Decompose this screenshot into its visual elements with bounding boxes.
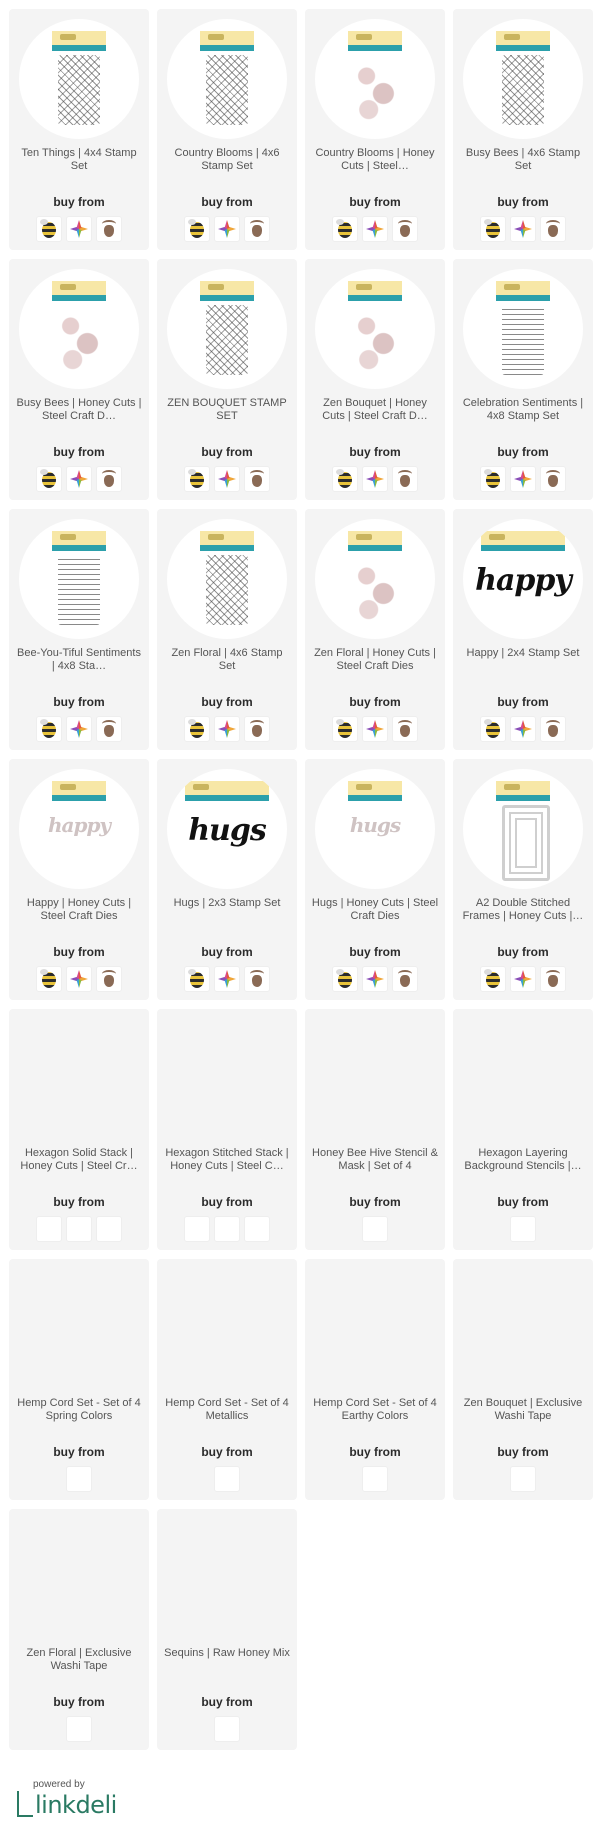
product-card[interactable] (157, 1509, 297, 1750)
product-card[interactable] (9, 1509, 149, 1750)
product-image[interactable] (167, 269, 287, 389)
product-title[interactable]: Zen Bouquet | Honey Cuts | Steel Craft D… (322, 397, 428, 422)
product-image[interactable] (167, 1269, 287, 1389)
product-package (496, 31, 550, 127)
retailer-button[interactable] (96, 1216, 122, 1242)
buy-from-label: buy from (349, 1445, 401, 1459)
product-title[interactable]: Country Blooms | 4x6 Stamp Set (174, 147, 280, 172)
product-card[interactable] (9, 259, 149, 500)
product-card[interactable] (453, 1259, 593, 1500)
product-image[interactable] (315, 1269, 435, 1389)
retailer-leaf-icon[interactable] (362, 716, 388, 742)
product-card[interactable] (453, 1009, 593, 1250)
retailer-deer-icon[interactable] (96, 216, 122, 242)
product-card[interactable] (157, 509, 297, 750)
die-word: happy (47, 813, 111, 837)
retailer-deer-icon[interactable] (392, 466, 418, 492)
product-card[interactable] (9, 759, 149, 1000)
product-package (348, 531, 402, 627)
buy-from-label: buy from (201, 445, 253, 459)
buy-from-label: buy from (201, 1695, 253, 1709)
product-card[interactable] (453, 259, 593, 500)
linkdeli-logo[interactable] (17, 1791, 117, 1819)
product-card[interactable] (305, 1009, 445, 1250)
retailer-button[interactable] (214, 1466, 240, 1492)
retailer-list (9, 716, 149, 742)
retailer-list (157, 216, 297, 242)
buy-from-label: buy from (497, 1445, 549, 1459)
product-image[interactable] (167, 1519, 287, 1639)
product-image[interactable] (315, 1019, 435, 1139)
buy-from-label: buy from (497, 1195, 549, 1209)
retailer-button[interactable] (184, 1216, 210, 1242)
product-card[interactable] (9, 509, 149, 750)
retailer-leaf-icon[interactable] (214, 966, 240, 992)
retailer-list (453, 966, 593, 992)
retailer-list (9, 1466, 149, 1492)
buy-from-label: buy from (349, 695, 401, 709)
retailer-leaf-icon[interactable] (66, 716, 92, 742)
retailer-list (305, 1216, 445, 1242)
retailer-deer-icon[interactable] (244, 466, 270, 492)
product-card[interactable] (305, 509, 445, 750)
retailer-bee-icon[interactable] (36, 966, 62, 992)
retailer-bee-icon[interactable] (184, 716, 210, 742)
product-title[interactable]: Hexagon Stitched Stack | Honey Cuts | Steel C… (165, 1147, 289, 1172)
retailer-deer-icon[interactable] (540, 716, 566, 742)
buy-from-label: buy from (53, 1695, 105, 1709)
product-image[interactable] (19, 269, 139, 389)
retailer-deer-icon[interactable] (392, 216, 418, 242)
product-title[interactable]: Happy | Honey Cuts | Steel Craft Dies (26, 897, 132, 922)
product-card[interactable] (305, 9, 445, 250)
product-title[interactable]: Hugs | Honey Cuts | Steel Craft Dies (311, 897, 439, 922)
retailer-deer-icon[interactable] (392, 716, 418, 742)
product-card[interactable] (157, 1009, 297, 1250)
retailer-button[interactable] (214, 1716, 240, 1742)
product-package (496, 281, 550, 377)
linkdeli-logo-text: linkdeli (35, 1791, 117, 1819)
retailer-list (9, 966, 149, 992)
product-title[interactable]: Hugs | 2x3 Stamp Set (173, 897, 281, 909)
product-image[interactable] (315, 519, 435, 639)
linkdeli-mark-icon (17, 1791, 33, 1817)
product-package (52, 531, 106, 627)
retailer-bee-icon[interactable] (332, 716, 358, 742)
product-image[interactable] (19, 1019, 139, 1139)
buy-from-label: buy from (53, 195, 105, 209)
retailer-leaf-icon[interactable] (66, 216, 92, 242)
retailer-leaf-icon[interactable] (510, 466, 536, 492)
retailer-bee-icon[interactable] (480, 716, 506, 742)
retailer-list (453, 1466, 593, 1492)
product-image[interactable] (167, 519, 287, 639)
retailer-button[interactable] (362, 1216, 388, 1242)
retailer-bee-icon[interactable] (332, 216, 358, 242)
product-image[interactable] (167, 19, 287, 139)
retailer-list (9, 1716, 149, 1742)
product-title[interactable]: Bee-You-Tiful Sentiments | 4x8 Sta… (17, 647, 141, 672)
product-package (52, 31, 106, 127)
retailer-leaf-icon[interactable] (214, 216, 240, 242)
buy-from-label: buy from (349, 945, 401, 959)
retailer-list (305, 216, 445, 242)
retailer-list (157, 716, 297, 742)
buy-from-label: buy from (497, 945, 549, 959)
product-image[interactable] (463, 519, 583, 639)
product-image[interactable] (167, 769, 287, 889)
die-word: hugs (349, 813, 401, 837)
product-image[interactable] (463, 1269, 583, 1389)
product-title[interactable]: Hemp Cord Set - Set of 4 Spring Colors (17, 1397, 141, 1422)
retailer-bee-icon[interactable] (36, 716, 62, 742)
retailer-leaf-icon[interactable] (214, 716, 240, 742)
stamp-word: hugs (188, 813, 266, 848)
retailer-button[interactable] (244, 1216, 270, 1242)
retailer-leaf-icon[interactable] (66, 966, 92, 992)
buy-from-label: buy from (497, 195, 549, 209)
buy-from-label: buy from (349, 1195, 401, 1209)
package-header (481, 531, 565, 553)
retailer-bee-icon[interactable] (332, 466, 358, 492)
product-title[interactable]: Hexagon Layering Background Stencils |… (464, 1147, 582, 1172)
retailer-leaf-icon[interactable] (66, 466, 92, 492)
product-image[interactable] (19, 769, 139, 889)
product-card[interactable] (9, 1009, 149, 1250)
product-title[interactable]: Busy Bees | 4x6 Stamp Set (465, 147, 581, 172)
retailer-list (453, 466, 593, 492)
product-image[interactable] (315, 269, 435, 389)
retailer-deer-icon[interactable] (96, 716, 122, 742)
retailer-deer-icon[interactable] (96, 466, 122, 492)
product-image[interactable] (19, 519, 139, 639)
retailer-bee-icon[interactable] (184, 966, 210, 992)
retailer-leaf-icon[interactable] (510, 966, 536, 992)
retailer-deer-icon[interactable] (540, 966, 566, 992)
retailer-list (157, 1716, 297, 1742)
buy-from-label: buy from (497, 445, 549, 459)
product-title[interactable]: Ten Things | 4x4 Stamp Set (21, 147, 137, 172)
product-card[interactable] (157, 1259, 297, 1500)
product-card[interactable] (453, 509, 593, 750)
retailer-list (157, 966, 297, 992)
product-card[interactable] (453, 759, 593, 1000)
product-card[interactable] (453, 9, 593, 250)
retailer-list (305, 966, 445, 992)
product-image[interactable] (167, 1019, 287, 1139)
buy-from-label: buy from (201, 195, 253, 209)
buy-from-label: buy from (349, 445, 401, 459)
retailer-list (9, 216, 149, 242)
product-package (496, 781, 550, 877)
retailer-leaf-icon[interactable] (214, 466, 240, 492)
product-card[interactable] (9, 9, 149, 250)
retailer-leaf-icon[interactable] (362, 466, 388, 492)
retailer-button[interactable] (214, 1216, 240, 1242)
retailer-bee-icon[interactable] (36, 466, 62, 492)
retailer-deer-icon[interactable] (96, 966, 122, 992)
buy-from-label: buy from (349, 195, 401, 209)
product-title[interactable]: ZEN BOUQUET STAMP SET (167, 397, 287, 422)
product-title[interactable]: Country Blooms | Honey Cuts | Steel… (315, 147, 435, 172)
powered-by-text: powered by (33, 1779, 85, 1790)
product-title[interactable]: Honey Bee Hive Stencil & Mask | Set of 4 (312, 1147, 438, 1172)
retailer-list (305, 1466, 445, 1492)
buy-from-label: buy from (201, 1445, 253, 1459)
product-title[interactable]: Sequins | Raw Honey Mix (164, 1647, 290, 1659)
retailer-bee-icon[interactable] (480, 466, 506, 492)
product-title[interactable]: Zen Bouquet | Exclusive Washi Tape (463, 1397, 583, 1422)
retailer-button[interactable] (510, 1216, 536, 1242)
product-card[interactable] (305, 1259, 445, 1500)
product-package (200, 31, 254, 127)
buy-from-label: buy from (53, 945, 105, 959)
product-title[interactable]: Zen Floral | Exclusive Washi Tape (26, 1647, 132, 1672)
product-card[interactable] (157, 759, 297, 1000)
product-image[interactable] (19, 1269, 139, 1389)
buy-from-label: buy from (201, 695, 253, 709)
retailer-button[interactable] (36, 1216, 62, 1242)
product-title[interactable]: Hexagon Solid Stack | Honey Cuts | Steel Cr… (20, 1147, 138, 1172)
retailer-button[interactable] (362, 1466, 388, 1492)
retailer-leaf-icon[interactable] (362, 966, 388, 992)
product-package (348, 281, 402, 377)
product-card[interactable] (157, 259, 297, 500)
product-card[interactable] (157, 9, 297, 250)
product-image[interactable] (463, 19, 583, 139)
retailer-deer-icon[interactable] (244, 966, 270, 992)
retailer-deer-icon[interactable] (392, 966, 418, 992)
product-card[interactable] (305, 259, 445, 500)
product-image[interactable] (463, 269, 583, 389)
product-title[interactable]: A2 Double Stitched Frames | Honey Cuts |… (462, 897, 584, 922)
retailer-list (157, 466, 297, 492)
product-package (52, 281, 106, 377)
product-package (200, 531, 254, 627)
buy-from-label: buy from (201, 945, 253, 959)
product-title[interactable]: Zen Floral | 4x6 Stamp Set (171, 647, 283, 672)
product-image[interactable] (315, 19, 435, 139)
retailer-bee-icon[interactable] (184, 216, 210, 242)
product-title[interactable]: Celebration Sentiments | 4x8 Stamp Set (462, 397, 584, 422)
product-image[interactable] (19, 1519, 139, 1639)
buy-from-label: buy from (53, 695, 105, 709)
retailer-leaf-icon[interactable] (362, 216, 388, 242)
retailer-list (9, 1216, 149, 1242)
product-package (348, 31, 402, 127)
product-title[interactable]: Happy | 2x4 Stamp Set (466, 647, 580, 659)
retailer-list (453, 1216, 593, 1242)
retailer-leaf-icon[interactable] (510, 716, 536, 742)
retailer-deer-icon[interactable] (244, 716, 270, 742)
retailer-bee-icon[interactable] (480, 216, 506, 242)
retailer-button[interactable] (66, 1466, 92, 1492)
retailer-button[interactable] (66, 1216, 92, 1242)
retailer-button[interactable] (510, 1466, 536, 1492)
retailer-bee-icon[interactable] (480, 966, 506, 992)
product-title[interactable]: Zen Floral | Honey Cuts | Steel Craft Dies (314, 647, 436, 672)
product-title[interactable]: Hemp Cord Set - Set of 4 Metallics (165, 1397, 289, 1422)
product-title[interactable]: Busy Bees | Honey Cuts | Steel Craft D… (16, 397, 142, 422)
retailer-list (305, 466, 445, 492)
buy-from-label: buy from (497, 695, 549, 709)
product-image[interactable] (315, 769, 435, 889)
retailer-list (9, 466, 149, 492)
product-package (200, 281, 254, 377)
retailer-list (157, 1466, 297, 1492)
retailer-deer-icon[interactable] (540, 466, 566, 492)
buy-from-label: buy from (53, 1195, 105, 1209)
buy-from-label: buy from (201, 1195, 253, 1209)
product-card[interactable] (9, 1259, 149, 1500)
retailer-list (305, 716, 445, 742)
retailer-bee-icon[interactable] (184, 466, 210, 492)
retailer-list (157, 1216, 297, 1242)
retailer-list (453, 216, 593, 242)
product-image[interactable] (19, 19, 139, 139)
retailer-deer-icon[interactable] (244, 216, 270, 242)
buy-from-label: buy from (53, 445, 105, 459)
buy-from-label: buy from (53, 1445, 105, 1459)
retailer-leaf-icon[interactable] (510, 216, 536, 242)
retailer-bee-icon[interactable] (36, 216, 62, 242)
package-header (185, 781, 269, 803)
product-image[interactable] (463, 769, 583, 889)
retailer-bee-icon[interactable] (332, 966, 358, 992)
product-image[interactable] (463, 1019, 583, 1139)
retailer-button[interactable] (66, 1716, 92, 1742)
retailer-list (453, 716, 593, 742)
product-card[interactable] (305, 759, 445, 1000)
product-title[interactable]: Hemp Cord Set - Set of 4 Earthy Colors (313, 1397, 437, 1422)
stamp-word: happy (475, 563, 571, 598)
retailer-deer-icon[interactable] (540, 216, 566, 242)
